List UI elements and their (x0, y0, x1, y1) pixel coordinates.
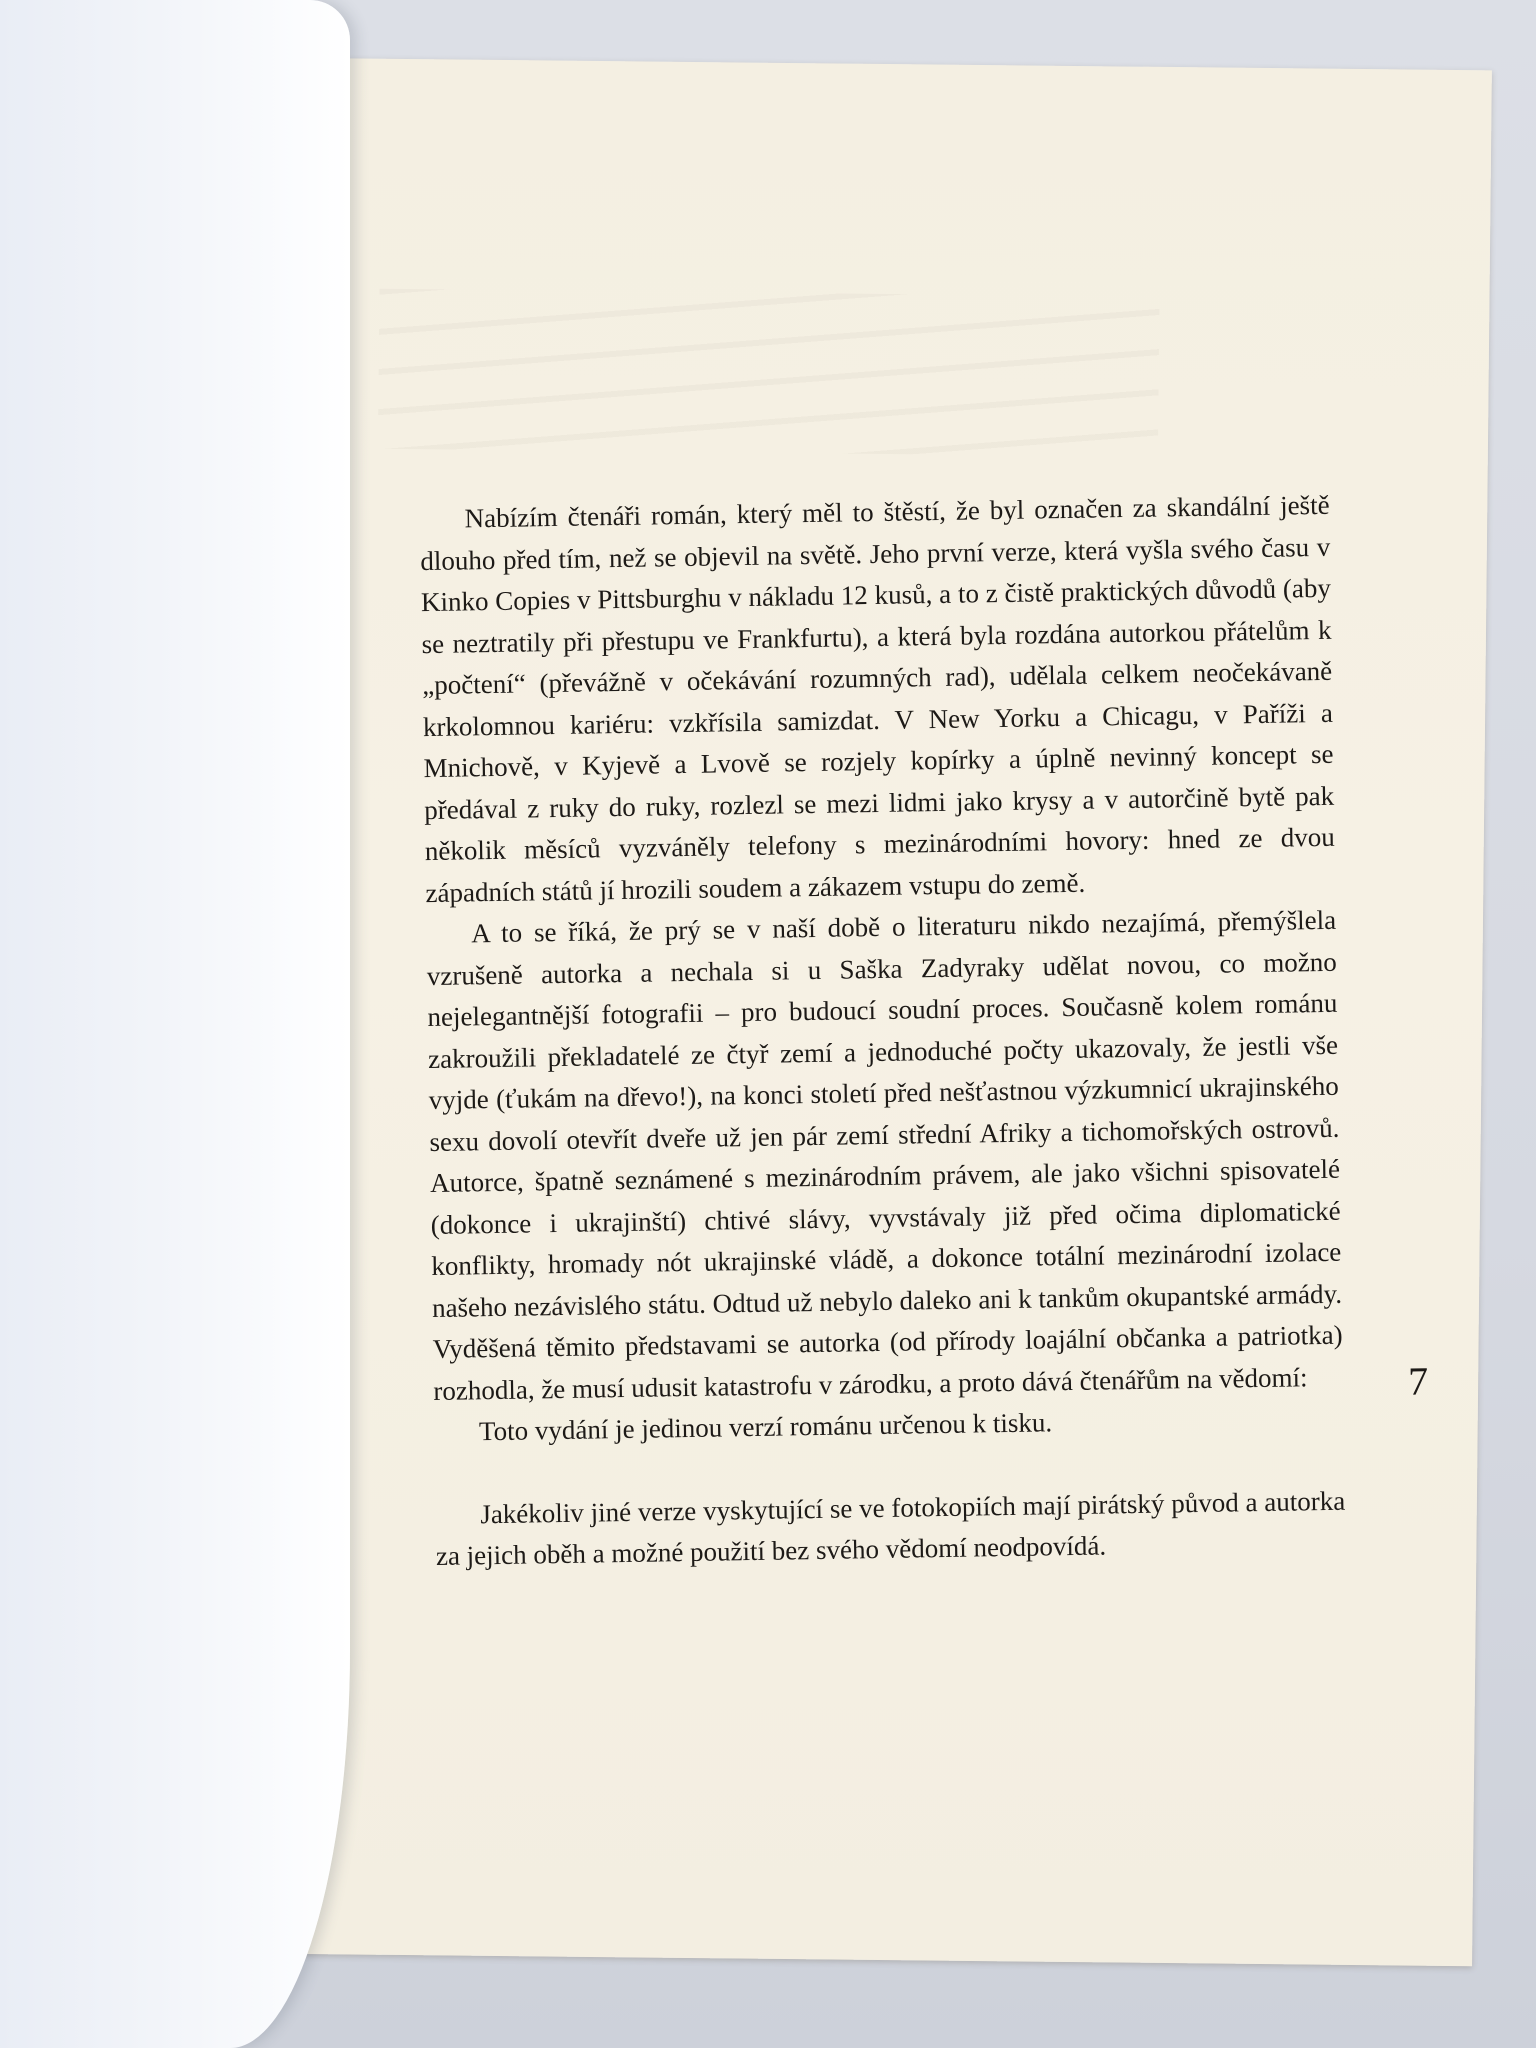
paragraph-4: Jakékoliv jiné verze vyskytující se ve fotokopiích mají pirátský původ a autorka za jejich oběh a možné použití bez svého vědomí neodpovídá. (435, 1485, 1346, 1571)
paragraph-1: Nabízím čtenáři román, který měl to štěstí, že byl označen za skandální ještě dlouho před tím, než se objevil na světě. Jeho první verze, která vyšla svého času v Kinko Copies v Pittsburghu v nákladu 12 kusů, a to z čistě praktických důvodů (aby se neztratily při přestupu ve Frankfurtu), a která byla rozdána autorkou přátelům k „počtení“ (převážně v očekávání rozumných rad), udělala celkem neočekávaně krkolomnou kariéru: vzkřísila samizdat. V New Yorku a Chicagu, v Paříži a Mnichově, v Kyjevě a Lvově se rozjely kopírky a úplně nevinný koncept se předával z ruky do ruky, rozlezl se mezi lidmi jako krysy a v autorčině bytě pak několik měsíců vyzváněly telefony s mezinárodními hovory: hned ze dvou západních států jí hrozili soudem a zákazem vstupu do země. (420, 489, 1335, 908)
book-page (272, 58, 1492, 1966)
paragraph-2: A to se říká, že prý se v naší době o literaturu nikdo nezajímá, přemýšlela vzrušeně autorka a nechala si u Saška Zadyraky udělat novou, co možno nejelegantnější fotografii – pro budoucí soudní proces. Současně kolem románu zakroužili překladatelé ze čtyř zemí a jednoduché počty ukazovaly, že jestli vše vyjde (ťukám na dřevo!), na konci století před nešťastnou výzkumnicí ukrajinského sexu dovolí otevřít dveře už jen pár zemí střední Afriky a tichomořských ostrovů. Autorce, špatně seznámené s mezinárodním právem, ale jako všichni spisovatelé (dokonce i ukrajinští) chtivé slávy, vyvstávaly již před očima diplomatické konflikty, hromady nót ukrajinské vládě, a dokonce totální mezinárodní izolace našeho nezávislého státu. Odtud už nebylo daleko ani k tankům okupantské armády. Vyděšená těmito představami se autorka (od přírody loajální občanka a patriotka) rozhodla, že musí udusit katastrofu v zárodku, a proto dává čtenářům na vědomí: (426, 904, 1343, 1406)
facing-blank-page (0, 0, 350, 2048)
paragraph-3: Toto vydání je jedinou verzí románu určenou k tisku. (478, 1407, 1053, 1447)
page-number: 7 (1407, 1358, 1429, 1404)
body-text (419, 485, 1346, 1578)
